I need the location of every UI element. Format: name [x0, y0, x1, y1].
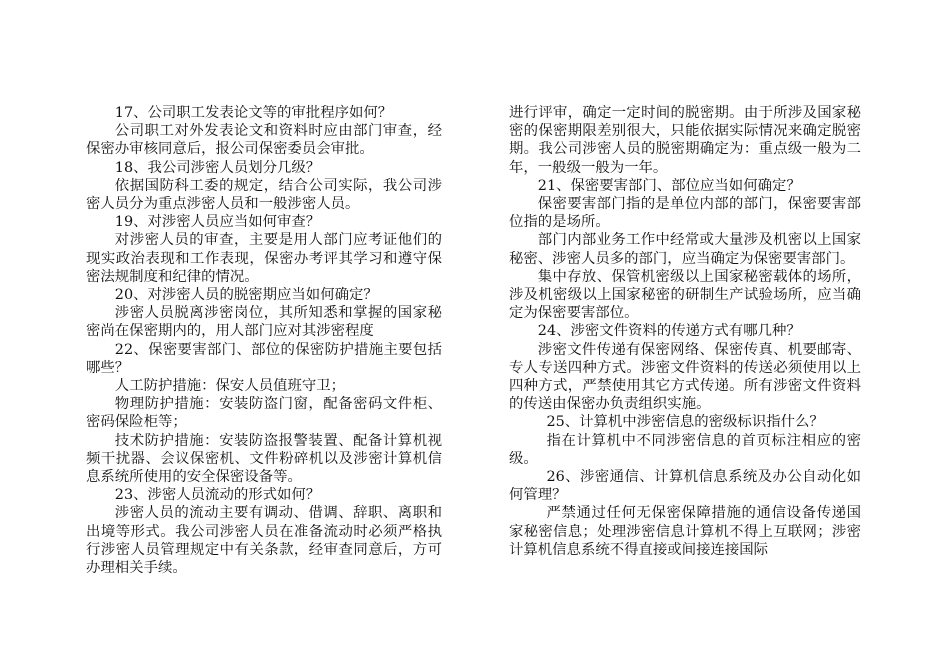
- paragraph: 物理防护措施：安装防盗门窗，配备密码文件柜、密码保险柜等；: [86, 396, 442, 431]
- paragraph: 对涉密人员的审查，主要是用人部门应考证他们的现实政治表现和工作表现，保密办考评其学习和遵守保密法规制度和纪律的情况。: [86, 232, 442, 285]
- paragraph: 公司职工对外发表论文和资料时应由部门审查，经保密办审核同意后，报公司保密委员会审批。: [86, 123, 442, 158]
- paragraph: 20、对涉密人员的脱密期应当如何确定？: [114, 287, 378, 304]
- paragraph: 18、我公司涉密人员划分几级？: [114, 159, 321, 176]
- paragraph: 25、计算机中涉密信息的密级标识指什么？: [546, 414, 824, 431]
- paragraph: 24、涉密文件资料的传递方式有哪几种？: [537, 323, 801, 340]
- right-column: [509, 104, 861, 559]
- paragraph: 部门内部业务工作中经常或大量涉及机密以上国家秘密、涉密人员多的部门，应当确定为保密要害部门。: [509, 232, 861, 267]
- paragraph: 23、涉密人员流动的形式如何？: [114, 487, 321, 504]
- paragraph: 21、保密要害部门、部位应当如何确定？: [537, 177, 801, 194]
- paragraph: 涉密文件传递有保密网络、保密传真、机要邮寄、专人专送四种方式。涉密文件资料的传送必须使用以上四种方式，严禁使用其它方式传递。所有涉密文件资料的传送由保密办负责组织实施。: [509, 341, 861, 413]
- paragraph: 保密要害部门指的是单位内部的部门，保密要害部位指的是场所。: [509, 196, 861, 231]
- paragraph: 人工防护措施：保安人员值班守卫；: [114, 378, 346, 395]
- paragraph: 进行评审，确定一定时间的脱密期。由于所涉及国家秘密的保密期限差别很大，只能依据实际情况来确定脱密期。我公司涉密人员的脱密期确定为：重点级一般为二年，一般级一般为一年。: [509, 105, 861, 176]
- paragraph: 指在计算机中不同涉密信息的首页标注相应的密级。: [509, 432, 861, 467]
- paragraph: 涉密人员脱离涉密岗位，其所知悉和掌握的国家秘密尚在保密期内的，用人部门应对其涉密程度: [86, 305, 442, 340]
- paragraph: 严禁通过任何无保密保障措施的通信设备传递国家秘密信息；处理涉密信息计算机不得上互联网；涉密计算机信息系统不得直接或间接连接国际: [509, 505, 861, 558]
- paragraph: 集中存放、保管机密级以上国家秘密载体的场所，涉及机密级以上国家秘密的研制生产试验场所，应当确定为保密要害部位。: [509, 268, 861, 322]
- left-column: [86, 104, 442, 577]
- paragraph: 26、涉密通信、计算机信息系统及办公自动化如何管理？: [509, 469, 861, 504]
- paragraph: 依据国防科工委的规定，结合公司实际，我公司涉密人员分为重点涉密人员和一般涉密人员。: [86, 177, 442, 213]
- paragraph: 技术防护措施：安装防盗报警装置、配备计算机视频干扰器、会议保密机、文件粉碎机以及涉密计算机信息系统所使用的安全保密设备等。: [86, 432, 442, 486]
- paragraph: 22、保密要害部门、部位的保密防护措施主要包括哪些？: [86, 341, 442, 376]
- paragraph: 19、对涉密人员应当如何审查？: [114, 214, 321, 231]
- paragraph: 17、公司职工发表论文等的审批程序如何？: [114, 105, 393, 121]
- paragraph: 涉密人员的流动主要有调动、借调、辞职、离职和出境等形式。我公司涉密人员在准备流动时必须严格执行涉密人员管理规定中有关条款，经审查同意后，方可办理相关手续。: [86, 505, 442, 577]
